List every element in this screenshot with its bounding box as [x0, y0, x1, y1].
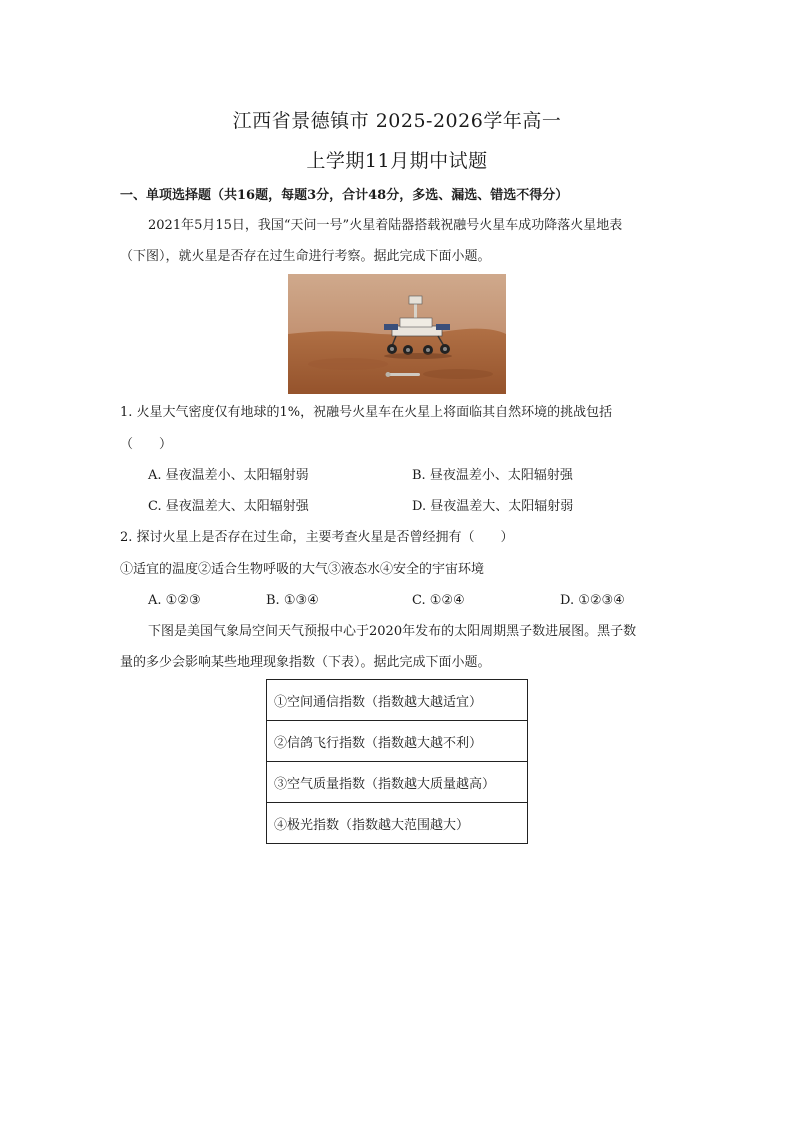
question-2-option-b[interactable]: B. ①③④ [266, 593, 319, 608]
exam-title-line1: 江西省景德镇市 2025-2026学年高一 [232, 110, 562, 132]
exam-title-line2: 上学期11月期中试题 [306, 150, 488, 172]
table-row [267, 762, 528, 803]
index-cell-4: ④极光指数（指数越大范围越大） [267, 803, 528, 844]
question-1-option-c[interactable]: C. 昼夜温差大、太阳辐射强 [148, 499, 309, 514]
question-2-stem: 2. 探讨火星上是否存在过生命，主要考查火星是否曾经拥有（ ） [120, 530, 514, 545]
table-row [267, 721, 528, 762]
table-row [267, 680, 528, 721]
index-cell-2: ②信鸽飞行指数（指数越大越不利） [267, 721, 528, 762]
intro-paragraph-line1: 2021年5月15日，我国“天问一号”火星着陆器搭载祝融号火星车成功降落火星地表 [148, 218, 623, 233]
question-1-option-a[interactable]: A. 昼夜温差小、太阳辐射弱 [148, 468, 309, 483]
index-cell-1: ①空间通信指数（指数越大越适宜） [267, 680, 528, 721]
question-1-option-b[interactable]: B. 昼夜温差小、太阳辐射强 [412, 468, 573, 483]
intro-paragraph-line2: （下图），就火星是否存在过生命进行考察。据此完成下面小题。 [120, 249, 491, 264]
question-2-option-d[interactable]: D. ①②③④ [560, 593, 625, 608]
intro2-paragraph-line2: 量的多少会影响某些地理现象指数（下表）。据此完成下面小题。 [120, 655, 491, 670]
question-1-stem-line2: （ ） [120, 437, 173, 452]
index-cell-3: ③空气质量指数（指数越大质量越高） [267, 762, 528, 803]
mars-rover-photo [288, 274, 506, 394]
question-2-option-c[interactable]: C. ①②④ [412, 593, 465, 608]
question-2-option-a[interactable]: A. ①②③ [148, 593, 201, 608]
geo-index-table [266, 679, 528, 844]
mars-rover-illustration [288, 274, 506, 394]
table-row [267, 803, 528, 844]
question-1-option-d[interactable]: D. 昼夜温差大、太阳辐射弱 [412, 499, 574, 514]
question-2-items: ①适宜的温度②适合生物呼吸的大气③液态水④安全的宇宙环境 [120, 562, 485, 577]
question-1-stem-line1: 1. 火星大气密度仅有地球的1%，祝融号火星车在火星上将面临其自然环境的挑战包括 [120, 405, 613, 420]
intro2-paragraph-line1: 下图是美国气象局空间天气预报中心于2020年发布的太阳周期黑子数进展图。黑子数 [148, 624, 637, 639]
section-heading: 一、单项选择题（共16题，每题3分，合计48分，多选、漏选、错选不得分） [120, 188, 569, 203]
